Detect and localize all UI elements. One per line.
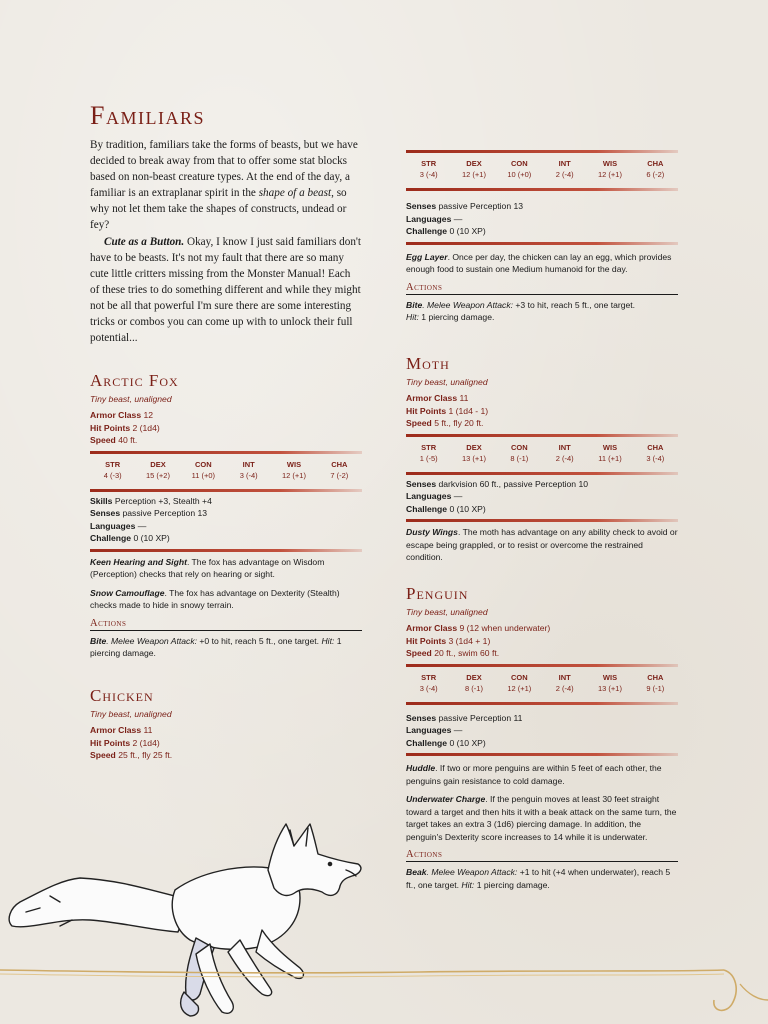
trait-huddle: Huddle. If two or more penguins are within 5 feet of each other, the penguins gain resistance to cold damage. — [406, 763, 662, 786]
footer-ornament — [0, 950, 768, 1024]
monster-type: Tiny beast, unaligned — [90, 709, 172, 719]
action-beak: Beak. Melee Weapon Attack: +1 to hit (+4 when underwater), reach 5 ft., one target. Hit: 1 piercing damage. — [406, 867, 671, 890]
senses: Senses passive Perception 13 — [90, 508, 208, 518]
intro-p2-text: Okay, I know I just said familiars don't have to be beasts. It's not my fault that there are so many cute little critters missing from the Monster Manual! Each of these tries to do something different and while they might not be all that powerful I'm sure there are some interesting tricks or combos you can come up with to unlock their full potential... — [90, 235, 362, 345]
speed: Speed 5 ft., fly 20 ft. — [406, 418, 484, 428]
divider — [406, 434, 678, 437]
divider — [406, 753, 678, 756]
monster-type: Tiny beast, unaligned — [90, 394, 172, 404]
monster-type: Tiny beast, unaligned — [406, 607, 488, 617]
challenge: Challenge 0 (10 XP) — [90, 533, 170, 543]
languages: Languages — — [90, 520, 147, 531]
senses: Senses passive Perception 13 — [406, 201, 524, 211]
divider — [406, 188, 678, 191]
actions-heading: Actions — [406, 282, 678, 295]
divider — [90, 451, 362, 454]
hit-points: Hit Points 2 (1d4) — [90, 737, 160, 748]
monster-name: Moth — [406, 354, 450, 373]
ability-scores: STR DEX CON INT WIS CHA 3 (-4) 8 (-1) 12 (+1) 2 (-4) 13 (+1) 9 (-1) — [419, 672, 665, 693]
intro-text — [90, 137, 362, 346]
action-bite: Bite. Melee Weapon Attack: +3 to hit, reach 5 ft., one target. Hit: 1 piercing damage. — [406, 299, 636, 322]
statblock-moth — [406, 354, 678, 570]
ability-scores: STR DEX CON INT WIS CHA 1 (-5) 13 (+1) 8 (-1) 2 (-4) 11 (+1) 3 (-4) — [419, 442, 665, 463]
intro-p1-end: , so why not let them take the shapes of constructs, undead or fey? — [90, 187, 347, 232]
divider — [90, 489, 362, 492]
monster-name: Arctic Fox — [90, 371, 179, 390]
statblock-chicken-head — [90, 686, 362, 762]
intro-p2-lead: Cute as a Button. — [104, 235, 185, 248]
divider — [406, 702, 678, 705]
divider — [90, 549, 362, 552]
challenge: Challenge 0 (10 XP) — [406, 226, 486, 236]
monster-name: Penguin — [406, 584, 469, 603]
armor-class: Armor Class 9 (12 when underwater) — [406, 623, 551, 633]
speed: Speed 40 ft. — [90, 435, 138, 445]
languages: Languages — — [406, 491, 463, 501]
senses: Senses passive Perception 11 — [406, 712, 523, 723]
intro-p1-a: By tradition, familiars take the forms of beasts, but we have decided to break away from that to offer some stat blocks based on non-beast creature types. At the end of the day, a familiar is an extraplanar spirit in the — [90, 139, 358, 200]
challenge: Challenge 0 (10 XP) — [406, 737, 486, 748]
divider — [406, 664, 678, 667]
trait-underwater-charge: Underwater Charge. If the penguin moves at least 30 feet straight toward a target and then hits it with a beak attack on the same turn, the target takes an extra 3 (1d6) piercing damage. In addition, the penguin's Dexterity score increases to 14 while it is underwater. — [406, 794, 677, 842]
monster-name: Chicken — [90, 686, 154, 705]
statblock-arctic-fox — [90, 371, 362, 666]
languages: Languages — — [406, 213, 463, 224]
trait-keen-hearing: Keen Hearing and Sight. The fox has advantage on Wisdom (Perception) checks that rely on hearing or sight. — [90, 556, 325, 579]
speed: Speed 25 ft., fly 25 ft. — [90, 750, 173, 760]
hit-points: Hit Points 1 (1d4 - 1) — [406, 405, 489, 416]
intro-p1-em: shape of a beast — [258, 187, 332, 200]
statblock-chicken-body — [406, 146, 678, 330]
armor-class: Armor Class 11 — [406, 393, 469, 403]
skills: Skills Perception +3, Stealth +4 — [90, 495, 212, 506]
armor-class: Armor Class 12 — [90, 410, 154, 420]
actions-heading: Actions — [90, 618, 362, 631]
divider — [406, 150, 678, 153]
trait-egg-layer: Egg Layer. Once per day, the chicken can lay an egg, which provides enough food to sustain one Medium humanoid for the day. — [406, 251, 672, 274]
statblock-penguin — [406, 584, 678, 897]
languages: Languages — — [406, 725, 463, 735]
action-bite: Bite. Melee Weapon Attack: +0 to hit, reach 5 ft., one target. Hit: 1 piercing damage. — [90, 635, 342, 658]
speed: Speed 20 ft., swim 60 ft. — [406, 648, 500, 658]
trait-dusty-wings: Dusty Wings. The moth has advantage on any ability check to avoid or escape being grappled, or to resist or overcome the restrained condition. — [406, 527, 678, 562]
divider — [406, 472, 678, 475]
hit-points: Hit Points 3 (1d4 + 1) — [406, 635, 491, 646]
monster-type: Tiny beast, unaligned — [406, 377, 488, 387]
challenge: Challenge 0 (10 XP) — [406, 503, 486, 514]
page-title: Familiars — [90, 101, 205, 130]
ability-scores: STR DEX CON INT WIS CHA 4 (-3) 15 (+2) 11 (+0) 3 (-4) 12 (+1) 7 (-2) — [103, 459, 349, 480]
actions-heading: Actions — [406, 849, 678, 862]
ability-scores: STR DEX CON INT WIS CHA 3 (-4) 12 (+1) 10 (+0) 2 (-4) 12 (+1) 6 (-2) — [419, 159, 665, 179]
hit-points: Hit Points 2 (1d4) — [90, 422, 160, 433]
trait-snow-camouflage: Snow Camouflage. The fox has advantage on Dexterity (Stealth) checks made to hide in snowy terrain. — [90, 587, 340, 610]
divider — [406, 242, 678, 245]
senses: Senses darkvision 60 ft., passive Perception 10 — [406, 478, 589, 489]
armor-class: Armor Class 11 — [90, 725, 153, 735]
intro-paragraph-2 — [90, 234, 362, 347]
intro-paragraph-1 — [90, 137, 362, 234]
divider — [406, 519, 678, 522]
